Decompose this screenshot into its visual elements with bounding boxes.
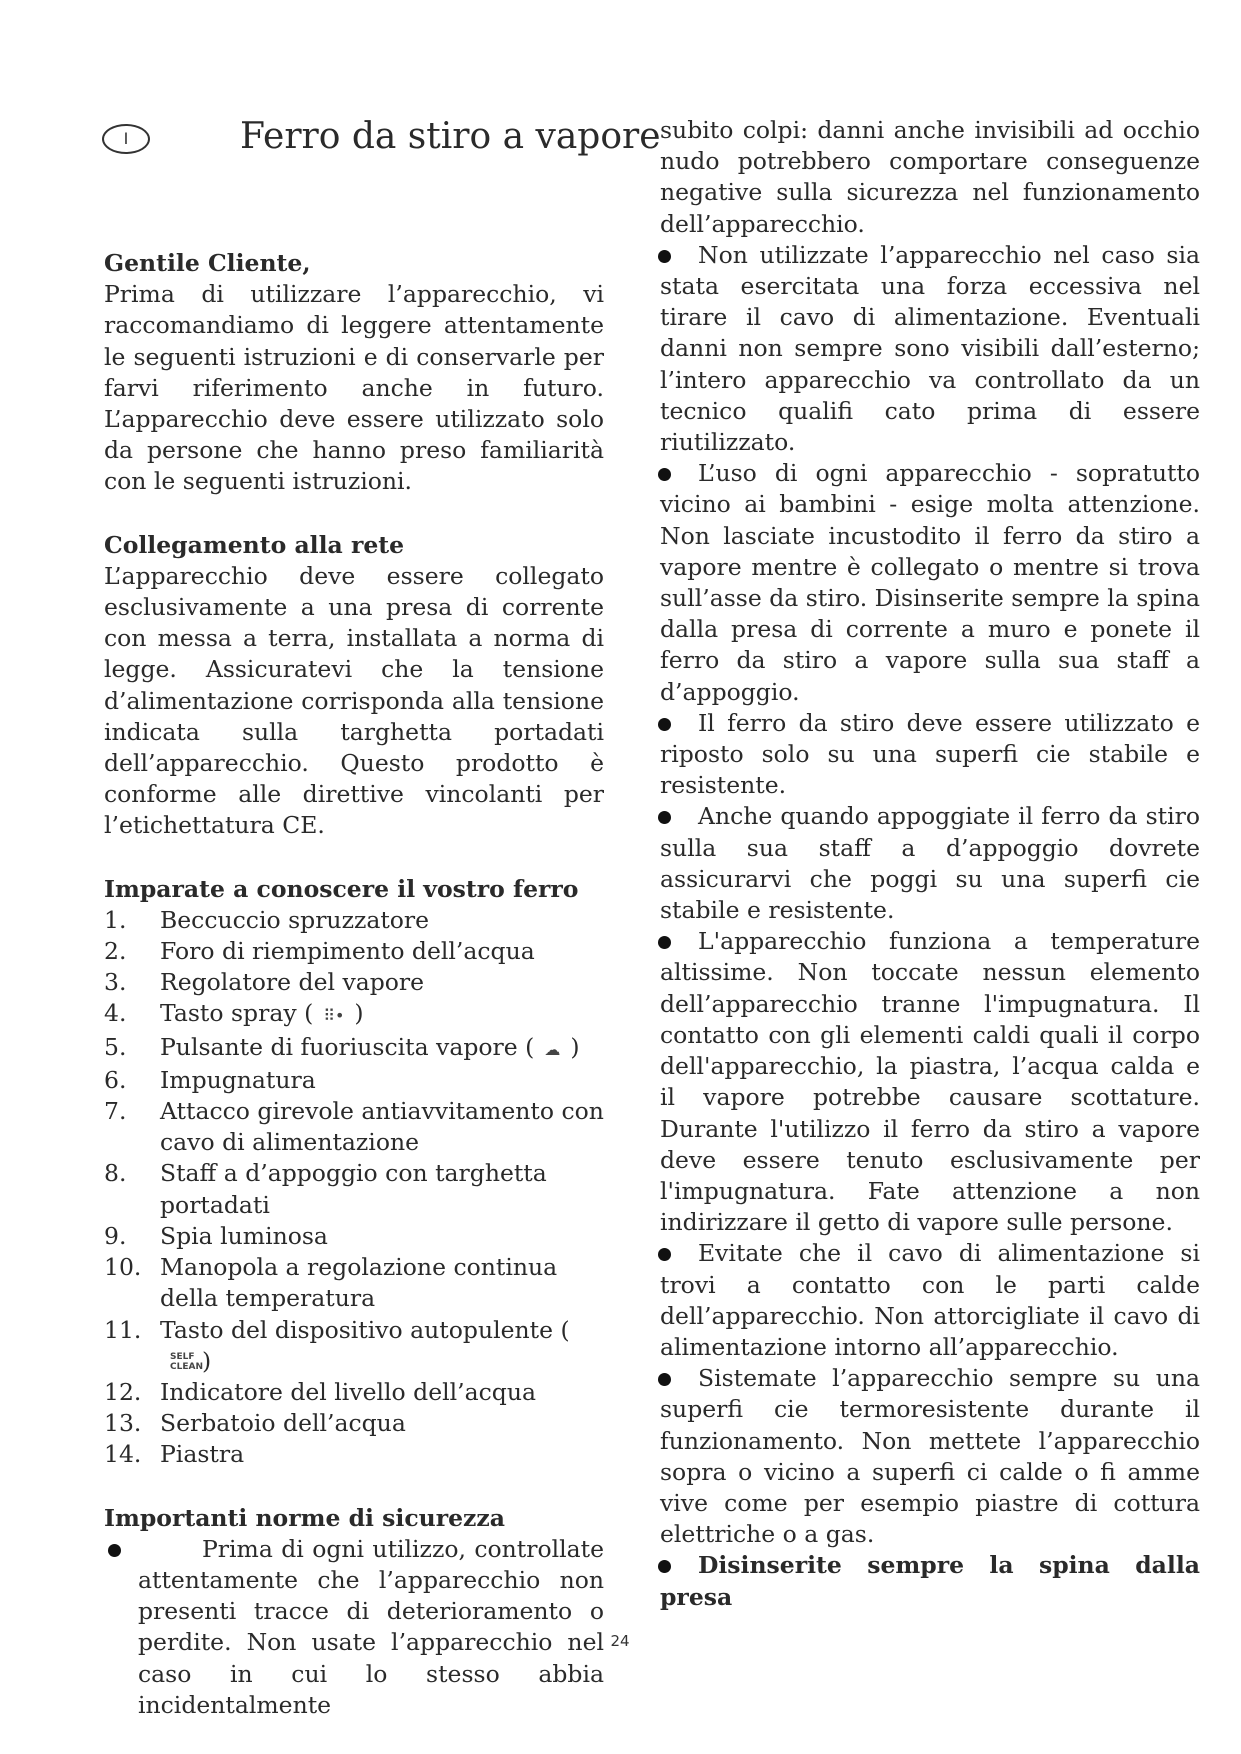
list-item: 10. Manopola a regolazione continua della temperatura [104,1253,558,1313]
list-item: 8. Staff a d’appoggio con targhetta portadati [104,1159,547,1219]
page-title: Ferro da stiro a vapore [240,116,661,157]
list-item: 12. Indicatore del livello dell’acqua [104,1377,536,1406]
safety-bullet: Il ferro da stiro deve essere utilizzato e riposto solo su una superfi cie stabile e resistente. [660,708,1200,800]
list-item: 1. Beccuccio spruzzatore [104,905,430,934]
bullet-icon [108,1544,121,1557]
right-column [660,115,1200,1613]
page-header [102,114,661,174]
safety-section [104,1503,604,1721]
page-number: 24 [610,1632,630,1650]
parts-section [104,874,604,1471]
list-item: 6. Impugnatura [104,1065,316,1094]
connection-section [104,530,604,842]
safety-continuation: subito colpi: danni anche invisibili ad occhio nudo potrebbero comportare conseguenze negative sulla sicurezza nel funzionamento dell’apparecchio. [660,116,1200,238]
safety-bullet: Evitate che il cavo di alimentazione si trovi a contatto con le parti calde dell’apparecchio. Non attorcigliate il cavo di alimentazione intorno all’apparecchio. [660,1239,1200,1361]
safety-bullet: Sistemate l’apparecchio sempre su una superfi cie termoresistente durante il funzionamento. Non mettete l’apparecchio sopra o vicino a superfi ci calde o fi amme vive come per esempio piastre di cottura elettriche o a gas. [660,1364,1200,1549]
spray-icon: ⠿• [323,1006,345,1026]
intro-section [104,248,604,498]
bullet-icon [658,718,671,731]
intro-text: Prima di utilizzare l’apparecchio, vi raccomandiamo di leggere attentamente le seguenti istruzioni e di conservarle per farvi riferimento anche in futuro. L’apparecchio deve essere utilizzato solo da persone che hanno preso familiarità con le seguenti istruzioni. [104,280,604,496]
list-item: 11. Tasto del dispositivo autopulente (SELF CLEAN) [104,1315,570,1375]
safety-heading: Importanti norme di sicurezza [104,1503,505,1532]
connection-heading: Collegamento alla rete [104,530,405,559]
safety-bullet: L'apparecchio funziona a temperature altissime. Non toccate nessun elemento dell’apparecchio tranne l'impugnatura. Il contatto con gli elementi caldi quali il corpo dell'apparecchio, la piastra, l’acqua calda e il vapore potrebbe causare scottature. Durante l'utilizzo il ferro da stiro a vapore deve essere tenuto esclusivamente per l'impugnatura. Fate attenzione a non indirizzare il getto di vapore sulle persone. [660,927,1200,1237]
list-item: 4. Tasto spray ( ⠿• ) [104,998,604,1031]
list-item: 13. Serbatoio dell’acqua [104,1409,406,1438]
self-clean-icon: SELF CLEAN [170,1352,203,1373]
list-item: 9. Spia luminosa [104,1221,328,1250]
safety-bullet: Non utilizzate l’apparecchio nel caso sia stata esercitata una forza eccessiva nel tirare il cavo di alimentazione. Eventuali danni non sempre sono visibili dall’esterno; l’intero apparecchio va controllato da un tecnico qualifi cato prima di essere riutilizzato. [660,240,1200,457]
bullet-icon [658,250,671,263]
list-item: 7. Attacco girevole antiavvitamento con cavo di alimentazione [104,1097,604,1157]
left-column [104,248,604,1721]
parts-list [104,905,604,1471]
language-badge: I [102,124,150,154]
list-item: 5. Pulsante di fuoriuscita vapore ( ☁ ) [104,1032,604,1065]
safety-bullet-text: Prima di ogni utilizzo, controllate attentamente che l’apparecchio non presenti tracce di deterioramento o perdite. Non usate l’apparecchio nel caso in cui lo stesso abbia incidentalmente [138,1534,604,1719]
safety-bullet [138,1534,604,1721]
list-item: 3. Regolatore del vapore [104,968,425,997]
connection-text: L’apparecchio deve essere collegato esclusivamente a una presa di corrente con messa a terra, installata a norma di legge. Assicuratevi che la tensione d’alimentazione corrisponda alla tensione indicata sulla targhetta portadati dell’apparecchio. Questo prodotto è conforme alle direttive vincolanti per l’etichettatura CE. [104,561,604,840]
list-item: 14. Piastra [104,1440,245,1469]
safety-bullet: Anche quando appoggiate il ferro da stiro sulla sua staff a d’appoggio dovrete assicurarvi che poggi su una superfi cie stabile e resistente. [660,802,1200,925]
intro-heading: Gentile Cliente, [104,249,311,277]
list-item: 2. Foro di riempimento dell’acqua [104,937,535,966]
safety-bullet: Disinserite sempre la spina dalla presa [660,1551,1200,1611]
parts-heading: Imparate a conoscere il vostro ferro [104,874,579,903]
steam-burst-icon: ☁ [544,1039,561,1059]
safety-bullet: L’uso di ogni apparecchio - sopratutto vicino ai bambini - esige molta attenzione. Non lasciate incustodito il ferro da stiro a vapore mentre è collegato o mentre si trova sull’asse da stiro. Disinserite sempre la spina dalla presa di corrente a muro e ponete il ferro da stiro a vapore sulla sua staff a d’appoggio. [660,459,1200,706]
